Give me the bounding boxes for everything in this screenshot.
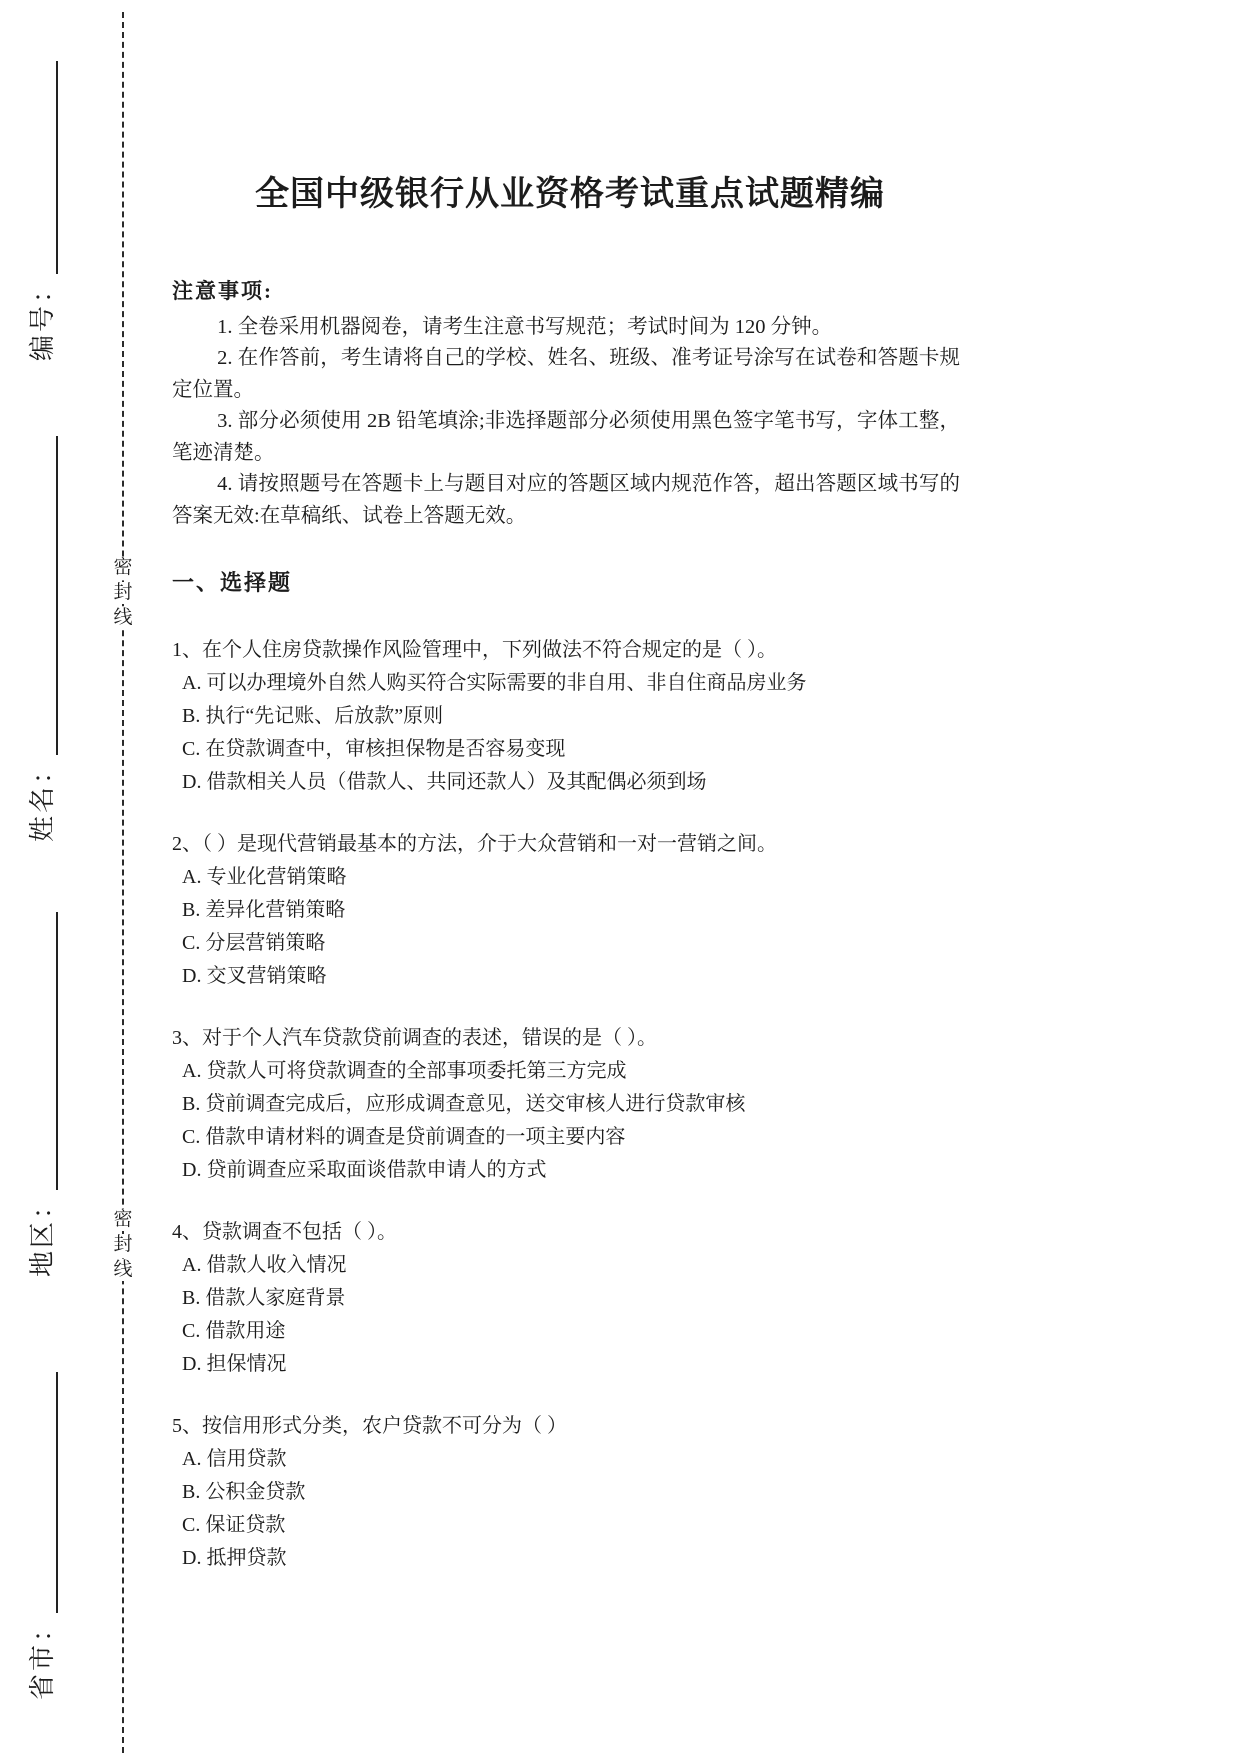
field-blank-line bbox=[56, 1372, 58, 1613]
left-margin-fields bbox=[0, 0, 58, 1753]
option-b: B. 贷前调查完成后，应形成调查意见，送交审核人进行贷款审核 bbox=[182, 1093, 746, 1115]
option-c: C. 借款申请材料的调查是贷前调查的一项主要内容 bbox=[182, 1126, 626, 1148]
option-d: D. 交叉营销策略 bbox=[182, 965, 327, 987]
option-a: A. 可以办理境外自然人购买符合实际需要的非自用、非自住商品房业务 bbox=[182, 672, 807, 694]
question-text bbox=[172, 634, 960, 667]
question-number: 4、 bbox=[172, 1221, 202, 1243]
question-stem: 对于个人汽车贷款贷前调查的表述，错误的是（ ）。 bbox=[202, 1027, 657, 1049]
field-name bbox=[30, 361, 58, 842]
question-number: 2、 bbox=[172, 833, 202, 855]
option-a: A. 借款人收入情况 bbox=[182, 1254, 347, 1276]
field-label-name: 姓名： bbox=[28, 754, 57, 842]
question-list bbox=[172, 634, 960, 1604]
option-a: A. 专业化营销策略 bbox=[182, 866, 347, 888]
field-number bbox=[30, 61, 58, 361]
option-list bbox=[172, 861, 960, 993]
seal-dashed-line bbox=[122, 12, 124, 1753]
option-a: A. 贷款人可将贷款调查的全部事项委托第三方完成 bbox=[182, 1060, 627, 1082]
notice-item: 3. 部分必须使用 2B 铅笔填涂;非选择题部分必须使用黑色签字笔书写，字体工整，笔迹清楚。 bbox=[172, 410, 960, 464]
question-2 bbox=[172, 828, 960, 993]
option-list bbox=[172, 1443, 960, 1575]
question-text bbox=[172, 1410, 960, 1443]
field-district bbox=[30, 842, 58, 1277]
field-label-district: 地区： bbox=[28, 1189, 57, 1277]
page-title: 全国中级银行从业资格考试重点试题精编 bbox=[255, 176, 885, 213]
option-d: D. 抵押贷款 bbox=[182, 1547, 287, 1569]
option-d: D. 贷前调查应采取面谈借款申请人的方式 bbox=[182, 1159, 547, 1181]
option-c: C. 保证贷款 bbox=[182, 1514, 286, 1536]
question-4 bbox=[172, 1216, 960, 1381]
option-d: D. 担保情况 bbox=[182, 1353, 287, 1375]
seal-line-label: 密 封 线 bbox=[108, 1206, 138, 1284]
option-c: C. 在贷款调查中，审核担保物是否容易变现 bbox=[182, 738, 566, 760]
option-c: C. 借款用途 bbox=[182, 1320, 286, 1342]
question-number: 3、 bbox=[172, 1027, 202, 1049]
option-list bbox=[172, 667, 960, 799]
notice-item: 2. 在作答前，考生请将自己的学校、姓名、班级、准考证号涂写在试卷和答题卡规定位置。 bbox=[172, 347, 960, 401]
question-1 bbox=[172, 634, 960, 799]
field-blank-line bbox=[56, 912, 58, 1190]
option-b: B. 执行“先记账、后放款”原则 bbox=[182, 705, 444, 727]
question-stem: 贷款调查不包括（ ）。 bbox=[202, 1221, 397, 1243]
option-b: B. 借款人家庭背景 bbox=[182, 1287, 346, 1309]
field-label-number: 编号： bbox=[28, 273, 57, 361]
option-c: C. 分层营销策略 bbox=[182, 932, 326, 954]
question-text bbox=[172, 828, 960, 861]
field-blank-line bbox=[56, 61, 58, 274]
field-label-province-city: 省市： bbox=[28, 1612, 57, 1700]
question-number: 5、 bbox=[172, 1415, 202, 1437]
question-5 bbox=[172, 1410, 960, 1575]
option-b: B. 差异化营销策略 bbox=[182, 899, 346, 921]
question-text bbox=[172, 1216, 960, 1249]
option-list bbox=[172, 1055, 960, 1187]
option-list bbox=[172, 1249, 960, 1381]
field-province-city bbox=[30, 1277, 58, 1700]
seal-line-label: 密 封 线 bbox=[108, 554, 138, 632]
option-b: B. 公积金贷款 bbox=[182, 1481, 306, 1503]
notice-section bbox=[172, 276, 960, 532]
section-heading: 一、选择题 bbox=[172, 570, 293, 595]
question-number: 1、 bbox=[172, 639, 202, 661]
field-blank-line bbox=[56, 436, 58, 755]
option-d: D. 借款相关人员（借款人、共同还款人）及其配偶必须到场 bbox=[182, 771, 707, 793]
notice-heading: 注意事项: bbox=[172, 279, 273, 303]
question-3 bbox=[172, 1022, 960, 1187]
question-stem: 在个人住房贷款操作风险管理中，下列做法不符合规定的是（ ）。 bbox=[202, 639, 777, 661]
option-a: A. 信用贷款 bbox=[182, 1448, 287, 1470]
question-stem: 按信用形式分类，农户贷款不可分为（ ） bbox=[202, 1415, 567, 1437]
question-text bbox=[172, 1022, 960, 1055]
notice-item: 4. 请按照题号在答题卡上与题目对应的答题区域内规范作答，超出答题区域书写的答案无效:在草稿纸、试卷上答题无效。 bbox=[172, 473, 960, 527]
notice-item: 1. 全卷采用机器阅卷，请考生注意书写规范；考试时间为 120 分钟。 bbox=[217, 315, 833, 338]
question-stem: （ ）是现代营销最基本的方法，介于大众营销和一对一营销之间。 bbox=[202, 833, 777, 855]
